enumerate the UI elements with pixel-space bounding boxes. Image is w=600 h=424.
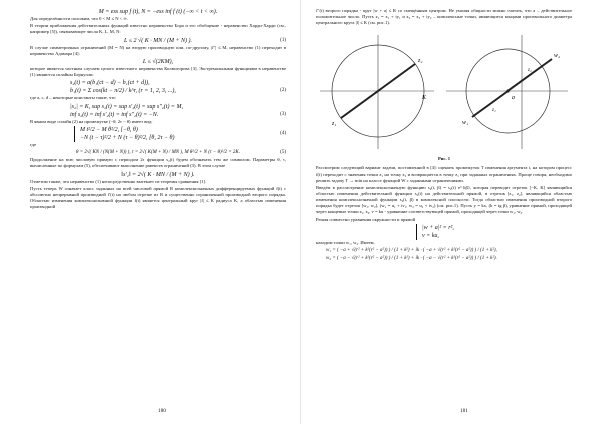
equation-4	[30, 126, 286, 142]
equation-4b: −N (t − τ)²/2 + N (τ − θ)²/2, [θ, 2τ − θ)	[80, 134, 175, 141]
paragraph-3: В случае симметричных ограничений (M = N) на вторую производную или, по-другому, |f″| ≤ M, неравенство (1) переходит в неравенство Адамара [4]:	[30, 44, 286, 56]
equation-system	[316, 224, 572, 240]
equation-5-number: (5)	[280, 150, 286, 156]
equation-w1: w₁ = ( −a + √(r² + k²(r² − a²)) ) / (1 + k²) + ik · ( −a + √(r² + k²(r² − a²)) ) / (1 + k²),	[326, 248, 497, 254]
paragraph-6: В явном виде сплайн (2) на промежутке (−θ, 2τ − θ) имеет вид:	[30, 118, 153, 124]
right-diameter	[472, 59, 552, 117]
paragraph-2: В теории приближения действительных функций известно неравенство Бора и его обобщение - неравенство Харди-Харди (см., например [5]), связывающее числа K, L, M, N:	[30, 23, 286, 35]
paragraph-r4: Решая совместно уравнения окружности и прямой	[316, 216, 416, 222]
paragraph-10: Пусть теперь W означает класс заданных на всей числовой прямой R комплекснозначных дифференцируемых функций f(t) с абсолютно непрерывной производной f′(t) на любом отрезке из R и существенно ограниченной производной второго порядка. Областью изменения комплекснозначной функции f(t) является центральный круг |f| ≤ K радиуса K, а областью изменения производной	[30, 185, 286, 210]
equation-5	[30, 149, 286, 157]
equation-6: ‖s′₂‖ = 2√( K · MN / (M + N) ).	[121, 171, 195, 178]
equation-4a: M t²/2 − M θ²/2, [−θ, θ)	[80, 126, 138, 133]
page-number-left: 180	[158, 408, 166, 414]
equation-3b: inf s₂(t) = inf s′₂(t) = inf s″₂(t) = −N.	[70, 111, 159, 118]
figure-1	[316, 27, 572, 155]
equation-4-number: (4)	[280, 130, 286, 136]
equation-1-number: (1)	[280, 37, 286, 43]
equation-2b: b₁(t) = Σ cos(kt − π/2) / k^r, (r = 1, 2, 3, ...),	[70, 88, 176, 95]
paragraph-1: Для определённости положим, что 0 < M ≤ N < ∞.	[30, 16, 128, 21]
paragraph-9: Отметим также, что неравенство (1) непосредственно вытекает из теоремы сравнения [1].	[30, 178, 207, 184]
right-page	[300, 0, 600, 424]
left-label-z2: z₂	[418, 58, 423, 65]
paragraph-7: где	[30, 141, 37, 147]
equation-2a: s₂(t) = a(b₁(ct − d) − b₁(ct + d)),	[70, 80, 150, 87]
paragraph-r3: Введём в рассмотрение комплекснозначную функцию s₂(t, β) = s₂(t) e^{iβ}, которая переводит отрезок [−K, K] являющийся областью изменения действительной функции s₂(t) на действительной прямой, в отрезок [z₁, z₂], являющийся областью изменения комплекснозначной функции s₂(t, β) в комплексной плоскости. Тогда областью изменения производной второго порядка будет отрезок [w₁, w₂], (w₁ = u₁ + iv₁, w₂ = u₂ + iv₂) (см. рис.1). Пусть y = kx, (k = tg β), уравнение прямой, проходящей через концевые точки z₁, z₂, v = ku - уравнение соответствующей прямой, проходящей через точки w₁, w₂.	[316, 184, 572, 215]
equation-2-number: (2)	[280, 88, 286, 94]
right-label-w1: w₁	[462, 120, 469, 127]
figure-caption: Рис. 1	[437, 156, 451, 162]
right-label-z2: z₂	[528, 68, 532, 74]
equation-system-2: v = ku,	[422, 232, 439, 239]
equation-4-brace	[74, 126, 286, 142]
paragraph-r5: находим точки w₁, w₂. Имеем,	[316, 239, 375, 245]
equation-3	[30, 111, 286, 119]
right-label-a: a	[512, 95, 515, 102]
right-label-w2: w₂	[554, 53, 561, 60]
equation-2	[30, 87, 286, 95]
equation-ess-sup: M = ess sup f (t), N = −ess inf f (t) (−∞ < t < ∞).	[98, 9, 218, 15]
left-label-k: K	[422, 95, 427, 102]
paragraph-r2: Рассмотрим следующий вариант задачи, поставленной в [4]: оценить промежуток T изменения аргумента t, на котором процесс f(t) переходит с значения точки z₁ на точку z₂ и возвращается в точку z₁ при заданных ограничениях. Проще говоря, необходимо решить задачу T → min на классе функций W с заданными ограничениями.	[316, 165, 572, 183]
paragraph-8: Продолжение на всю числовую прямую с периодом 2τ функции s₂(t) будем обозначать тем же символом. Параметры θ, τ, вычисленные по формулам (5), обеспечивают выполнение равенств ограничений (3). В этом случае	[30, 157, 286, 169]
equation-1-body: L ≤ 2 √( K · MN / (M + N) ).	[123, 37, 193, 44]
equation-5-body: θ = 2√( KN / (N(M + N)) ), τ = 2√( K(M + N) / MN ), M θ²/2 + N (τ − θ)²/2 = 2K.	[75, 150, 240, 156]
equation-1	[30, 37, 286, 45]
paragraph-5: где a, c, d – некоторые константы такие, что	[30, 95, 116, 101]
page-number-right: 181	[460, 408, 468, 414]
equation-3-number: (3)	[280, 111, 286, 117]
equation-adamar: L ≤ √(2KM),	[142, 59, 174, 66]
equation-system-brace	[416, 224, 572, 240]
paragraph-r1: f″(t) второго порядка - круг |w + a| ≤ R со смещённым центром. Не умаляя общности можно считать, что a – действительное положительное число. Пусть z₁ = x₁ + iy₁ и z₂ = x₂ + iy₂ – комплексные точки, являющиеся концами произвольного диаметра центрального круга |f| ≤ K (см. рис.1).	[316, 8, 572, 26]
paragraph-4: которое является частным случаем целого известного неравенства Колмогорова [3]. Экстремальными функциями в неравенстве (1) являются сплайны Бернулли:	[30, 66, 286, 78]
equation-w2: w₂ = ( −a − √(r² + k²(r² − a²)) ) / (1 + k²) + ik · ( −a − √(r² + k²(r² − a²)) ) / (1 + k²).	[326, 256, 497, 262]
left-label-z1: z₁	[332, 121, 337, 128]
equation-3a: |s₂| = K, sup s₂(t) = sup s′₂(t) = sup s″₂(t) = M,	[70, 103, 183, 110]
right-label-z1: z₁	[492, 108, 496, 114]
figure-1-svg	[316, 27, 572, 155]
equation-system-1: |w + a|² = r²,	[422, 224, 454, 231]
